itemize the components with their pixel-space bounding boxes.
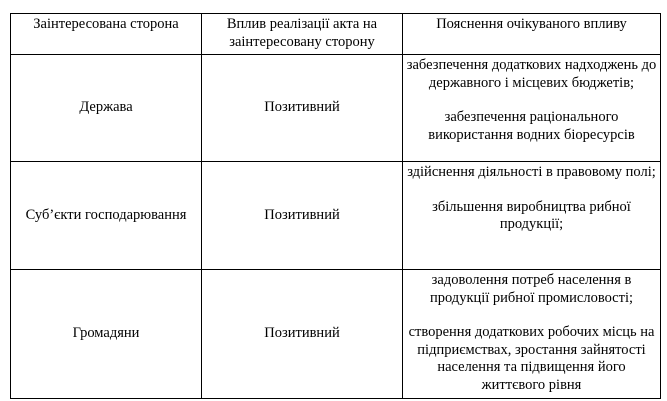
impact-cell: Позитивний	[202, 162, 403, 270]
party-cell: Громадяни	[11, 270, 202, 399]
explanation-item: забезпечення додаткових надходжень до державного і місцевих бюджетів;	[406, 57, 657, 91]
impact-cell: Позитивний	[202, 55, 403, 162]
explanation-item: збільшення виробництва рибної продукції;	[432, 198, 631, 232]
explanation-item: забезпечення раціонального використання водних біоресурсів	[428, 109, 635, 143]
header-explanation: Пояснення очікуваного впливу	[403, 14, 661, 55]
header-party: Заінтересована сторона	[11, 14, 202, 55]
explanation-item: створення додаткових робочих місць на підприємствах, зростання зайнятості населення та підвищення його життєвого рівня	[408, 324, 655, 393]
explanation-cell	[403, 55, 661, 162]
explanation-cell	[403, 270, 661, 399]
party-cell: Суб’єкти господарювання	[11, 162, 202, 270]
party-cell: Держава	[11, 55, 202, 162]
table-header-row	[11, 14, 661, 55]
explanation-cell	[403, 162, 661, 270]
table-row	[11, 270, 661, 399]
impact-cell: Позитивний	[202, 270, 403, 399]
explanation-item: здійснення діяльності в правовому полі;	[407, 164, 656, 180]
impact-table	[10, 13, 661, 399]
table-row	[11, 162, 661, 270]
header-impact: Вплив реалізації акта на заінтересовану сторону	[202, 14, 403, 55]
explanation-item: задоволення потреб населення в продукції рибної промисловості;	[429, 272, 634, 306]
table-row	[11, 55, 661, 162]
